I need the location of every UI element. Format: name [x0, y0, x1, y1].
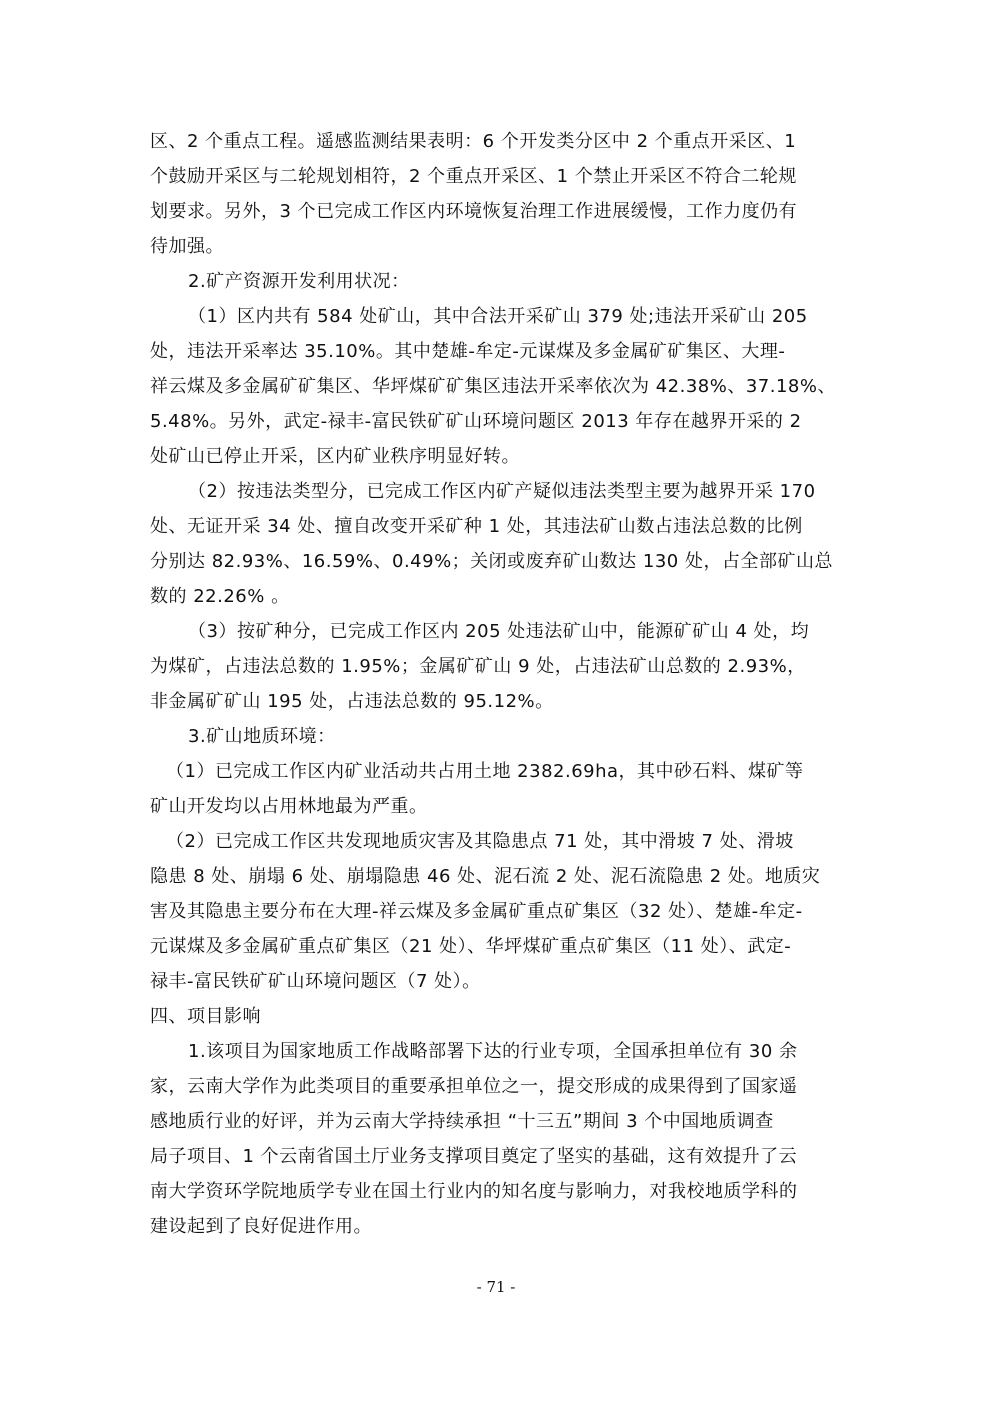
text-line: （3）按矿种分，已完成工作区内 205 处违法矿山中，能源矿矿山 4 处，均	[188, 621, 810, 642]
page-number: - 71 -	[476, 1278, 516, 1296]
text-line: 祥云煤及多金属矿矿集区、华坪煤矿矿集区违法开采率依次为 42.38%、37.18%、	[150, 376, 836, 397]
text-line: 南大学资环学院地质学专业在国土行业内的知名度与影响力，对我校地质学科的	[150, 1181, 798, 1202]
text-line: 待加强。	[150, 236, 224, 257]
section-heading: 2.矿产资源开发利用状况：	[188, 271, 410, 292]
text-line: 元谋煤及多金属矿重点矿集区（21 处）、华坪煤矿重点矿集区（11 处）、武定-	[150, 936, 792, 957]
text-line: 1.该项目为国家地质工作战略部署下达的行业专项，全国承担单位有 30 余	[188, 1041, 798, 1062]
text-line: 数的 22.26% 。	[150, 586, 290, 607]
text-line: 为煤矿，占违法总数的 1.95%；金属矿矿山 9 处，占违法矿山总数的 2.93%，	[150, 656, 806, 677]
text-line: 个鼓励开采区与二轮规划相符，2 个重点开采区、1 个禁止开采区不符合二轮规	[150, 166, 797, 187]
text-line: （2）按违法类型分，已完成工作区内矿产疑似违法类型主要为越界开采 170	[188, 481, 816, 502]
text-line: 感地质行业的好评，并为云南大学持续承担 “十三五”期间 3 个中国地质调查	[150, 1111, 774, 1132]
text-line: 分别达 82.93%、16.59%、0.49%；关闭或废弃矿山数达 130 处，占全部矿山总	[150, 551, 833, 572]
text-line: 隐患 8 处、崩塌 6 处、崩塌隐患 46 处、泥石流 2 处、泥石流隐患 2 处。地质灾	[150, 866, 821, 887]
text-line: 处矿山已停止开采，区内矿业秩序明显好转。	[150, 446, 520, 467]
text-line: 矿山开发均以占用林地最为严重。	[150, 796, 428, 817]
text-line: 禄丰-富民铁矿矿山环境问题区（7 处）。	[150, 971, 481, 992]
text-line: 局子项目、1 个云南省国土厅业务支撑项目奠定了坚实的基础，这有效提升了云	[150, 1146, 798, 1167]
text-line: 处、无证开采 34 处、擅自改变开采矿种 1 处，其违法矿山数占违法总数的比例	[150, 516, 803, 537]
text-line: 划要求。另外，3 个已完成工作区内环境恢复治理工作进展缓慢，工作力度仍有	[150, 201, 798, 222]
text-line: 害及其隐患主要分布在大理-祥云煤及多金属矿重点矿集区（32 处）、楚雄-牟定-	[150, 901, 803, 922]
text-line: 5.48%。另外，武定-禄丰-富民铁矿矿山环境问题区 2013 年存在越界开采的 2	[150, 411, 802, 432]
text-line: 家，云南大学作为此类项目的重要承担单位之一，提交形成的成果得到了国家遥	[150, 1076, 798, 1097]
text-line: 建设起到了良好促进作用。	[150, 1216, 372, 1237]
text-line: 区、2 个重点工程。遥感监测结果表明：6 个开发类分区中 2 个重点开采区、1	[150, 131, 797, 152]
section-heading: 四、项目影响	[150, 1006, 261, 1027]
section-heading: 3.矿山地质环境：	[188, 726, 336, 747]
text-line: （2）已完成工作区共发现地质灾害及其隐患点 71 处，其中滑坡 7 处、滑坡	[166, 831, 794, 852]
text-line: 处，违法开采率达 35.10%。其中楚雄-牟定-元谋煤及多金属矿矿集区、大理-	[150, 341, 786, 362]
text-line: （1）区内共有 584 处矿山，其中合法开采矿山 379 处;违法开采矿山 205	[188, 306, 808, 327]
text-line: （1）已完成工作区内矿业活动共占用土地 2382.69ha，其中砂石料、煤矿等	[166, 761, 804, 782]
text-line: 非金属矿矿山 195 处，占违法总数的 95.12%。	[150, 691, 554, 712]
